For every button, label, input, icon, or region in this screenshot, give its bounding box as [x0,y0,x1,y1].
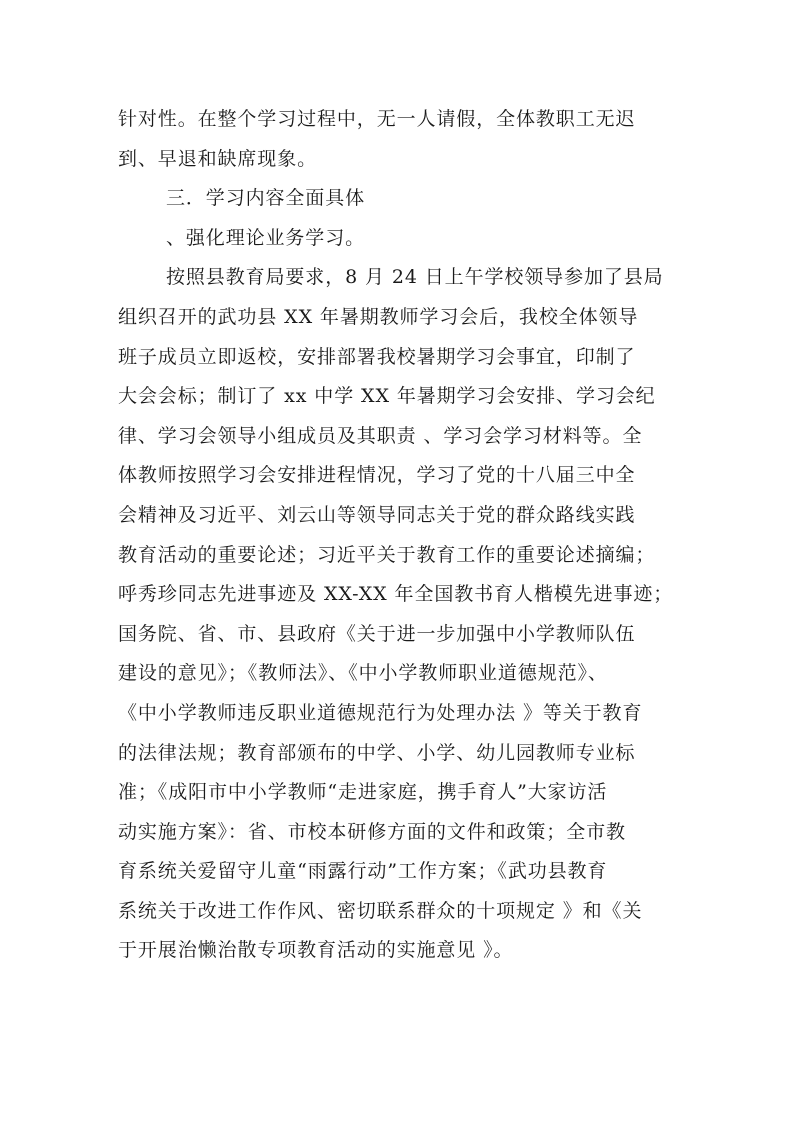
body-line: 动实施方案》：省、市校本研修方面的文件和政策；全市教 [118,820,626,843]
body-line: 准；《成阳市中小学教师“走进家庭，携手育人”大家访活 [118,781,608,804]
body-line: 会精神及习近平、刘云山等领导同志关于党的群众路线实践 [118,503,636,526]
body-line: 建设的意见》；《教师法》、《中小学教师职业道德规范》、 [118,662,608,685]
body-line: 呼秀珍同志先进事迹及 XX-XX 年全国教书育人楷模先进事迹； [118,583,674,606]
body-line: 组织召开的武功县 XX 年暑期教师学习会后，我校全体领导 [118,305,639,328]
body-line: 国务院、省、市、县政府《关于进一步加强中小学教师队伍 [118,622,636,645]
body-line: 的法律法规；教育部颁布的中学、小学、幼儿园教师专业标 [118,741,636,764]
body-line: 针对性。在整个学习过程中，无一人请假，全体教职工无迟 [118,108,636,130]
body-line: 《中小学教师违反职业道德规范行为处理办法 》等关于教育 [118,701,643,724]
document-body [118,100,678,971]
body-line: 育系统关爱留守儿童“雨露行动”工作方案；《武功县教育 [118,860,608,883]
subsection-heading: 、强化理论业务学习。 [166,226,366,249]
body-line: 班子成员立即返校，安排部署我校暑期学习会事宜，印制了 [118,345,636,368]
body-line: 于开展治懒治散专项教育活动的实施意见 》。 [118,939,514,962]
body-line: 到、早退和缺席现象。 [118,147,318,170]
body-line: 系统关于改进工作作风、密切联系群众的十项规定 》和《关 [118,899,643,922]
body-line: 按照县教育局要求，8 月 24 日上午学校领导参加了县局 [166,266,664,289]
body-line: 教育活动的重要论述；习近平关于教育工作的重要论述摘编； [118,543,656,566]
section-heading: 三．学习内容全面具体 [166,187,366,210]
body-line: 体教师按照学习会安排进程情况，学习了党的十八届三中全 [118,464,636,487]
body-line: 律、学习会领导小组成员及其职责 、学习会学习材料等。全 [118,424,643,447]
body-line: 大会会标；制订了 xx 中学 XX 年暑期学习会安排、学习会纪 [118,385,656,408]
